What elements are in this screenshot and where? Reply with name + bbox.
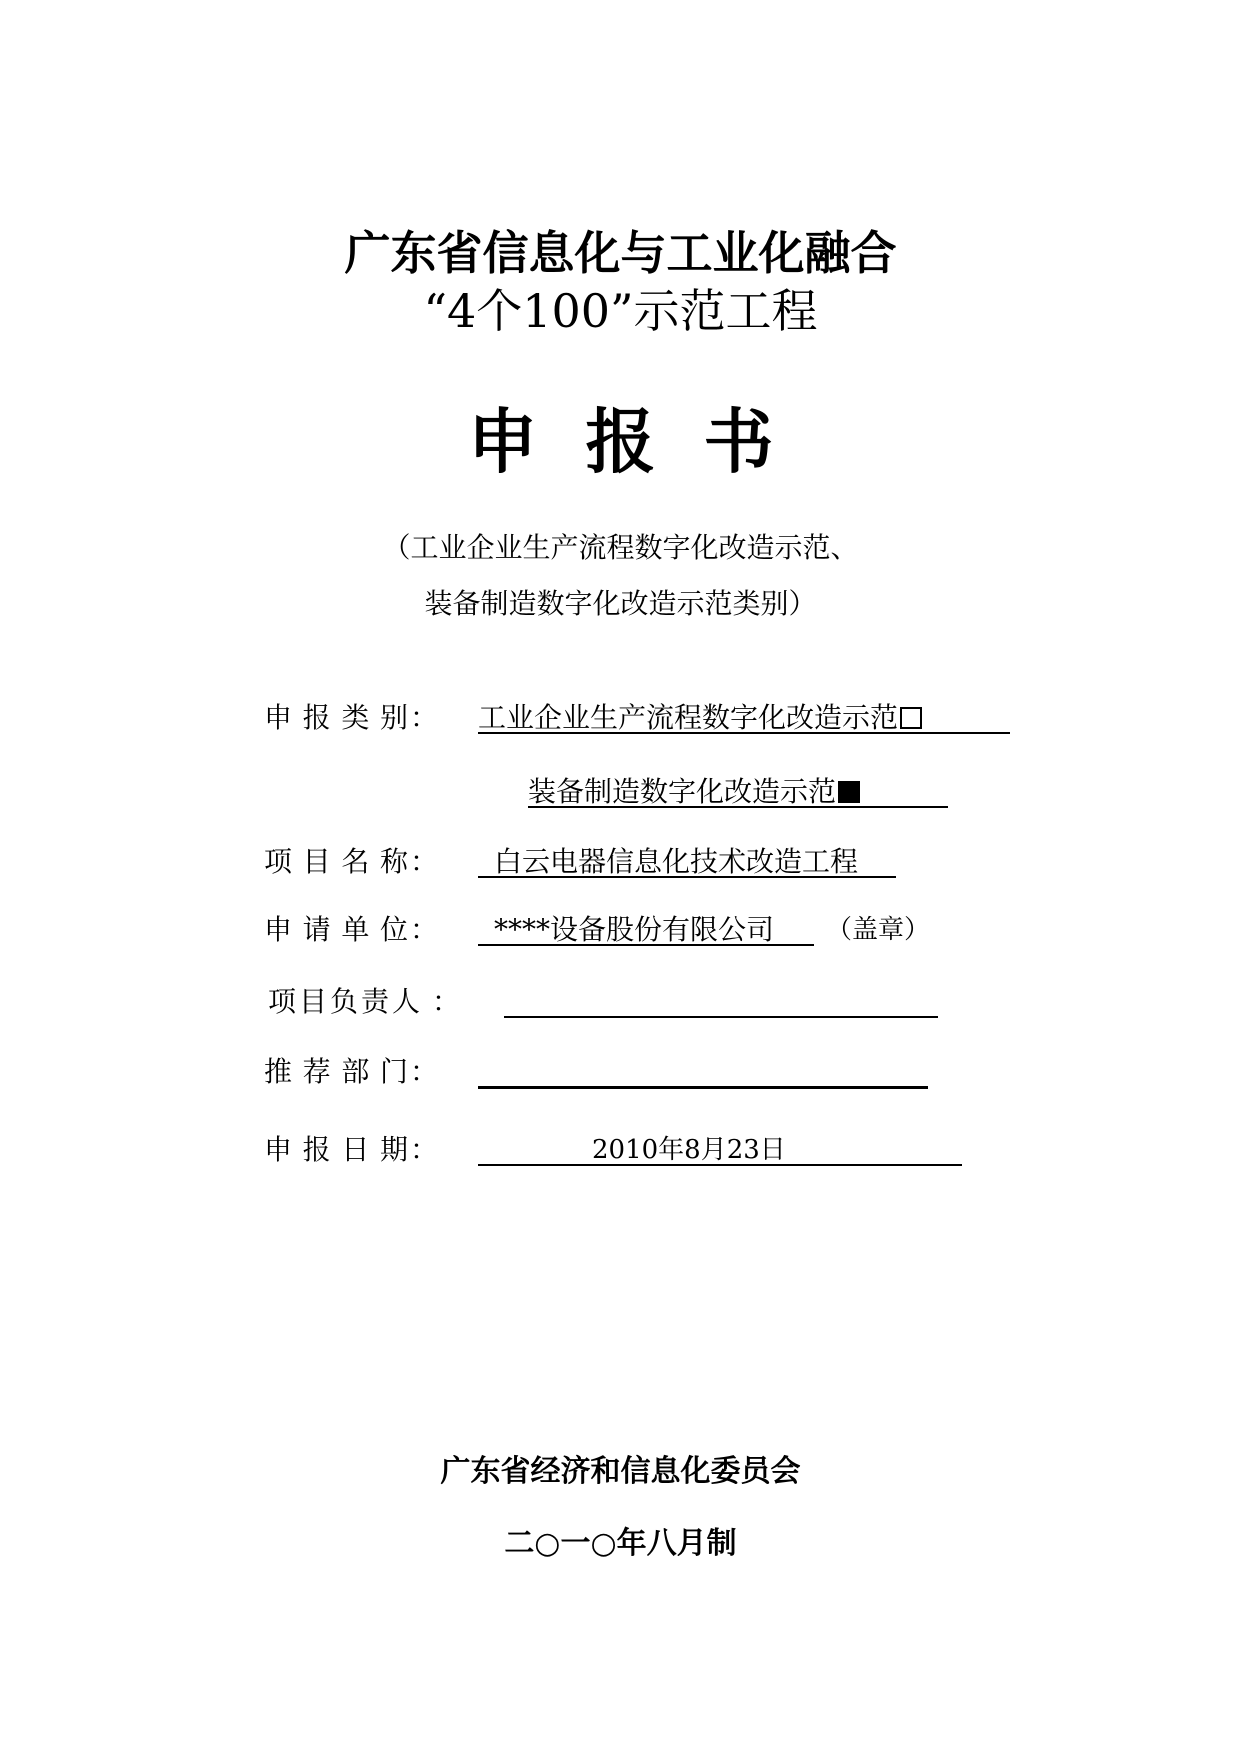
label-char: 申 xyxy=(264,913,293,946)
label-char: 请 xyxy=(302,913,331,946)
applicant-field[interactable] xyxy=(478,908,814,946)
form-row-category-option2 xyxy=(264,770,1064,814)
label-char: 人 xyxy=(391,985,420,1018)
title-char: 申 xyxy=(467,401,538,483)
label-char: 负 xyxy=(329,985,358,1018)
colon: ： xyxy=(410,701,439,734)
project-name-value: 白云电器信息化技术改造工程 xyxy=(494,845,859,878)
label-char: 目 xyxy=(302,845,331,878)
title-char: 报 xyxy=(585,401,656,483)
department-field[interactable] xyxy=(478,1050,928,1089)
checkbox-checked-icon[interactable] xyxy=(838,781,860,803)
label-char: 类 xyxy=(341,701,370,734)
category-label xyxy=(264,696,408,740)
label-char: 日 xyxy=(341,1133,370,1166)
label-char: 申 xyxy=(264,701,293,734)
category-option2-label: 装备制造数字化改造示范 xyxy=(528,775,837,808)
seal-note: （盖章） xyxy=(826,915,931,945)
label-char: 期 xyxy=(379,1133,408,1166)
form-row-department xyxy=(264,1050,1064,1094)
label-char: 报 xyxy=(302,701,331,734)
label-char: 荐 xyxy=(302,1055,331,1088)
colon: ： xyxy=(410,845,439,878)
label-char: 门 xyxy=(379,1055,408,1088)
subtitle-line1: （工业企业生产流程数字化改造示范、 xyxy=(382,531,859,564)
label-char: 责 xyxy=(360,985,389,1018)
department-label xyxy=(264,1050,408,1094)
colon: ： xyxy=(432,985,461,1018)
label-char: 项 xyxy=(268,985,297,1018)
applicant-label xyxy=(264,908,408,952)
form-row-leader xyxy=(264,980,1064,1024)
label-char: 项 xyxy=(264,845,293,878)
issuer: 广东省经济和信息化委员会 xyxy=(440,1454,801,1489)
category-option1-label: 工业企业生产流程数字化改造示范 xyxy=(478,701,899,734)
applicant-value: ****设备股份有限公司 xyxy=(494,913,775,946)
form-row-applicant xyxy=(264,908,1064,952)
form-row-project-name xyxy=(264,840,1064,884)
colon: ： xyxy=(410,913,439,946)
label-char: 别 xyxy=(379,701,408,734)
document-title-line2: “4个100”示范工程 xyxy=(423,284,818,338)
label-char: 目 xyxy=(298,985,327,1018)
issue-date: 二○一○年八月制 xyxy=(504,1526,737,1561)
form-row-category xyxy=(264,696,1064,740)
form-row-date xyxy=(264,1128,1064,1172)
document-title-main xyxy=(0,400,1241,484)
label-char: 位 xyxy=(379,913,408,946)
project-name-field[interactable] xyxy=(478,840,896,878)
leader-label xyxy=(268,980,420,1024)
label-char: 单 xyxy=(341,913,370,946)
label-char: 称 xyxy=(379,845,408,878)
subtitle-line2: 装备制造数字化改造示范类别） xyxy=(424,587,817,620)
category-option1[interactable] xyxy=(478,696,1010,734)
date-field[interactable] xyxy=(478,1128,962,1166)
project-name-label xyxy=(264,840,408,884)
label-char: 部 xyxy=(341,1055,370,1088)
checkbox-unchecked-icon[interactable] xyxy=(900,707,922,729)
label-char: 申 xyxy=(264,1133,293,1166)
document-title-line1: 广东省信息化与工业化融合 xyxy=(344,226,897,280)
date-value: 2010年8月23日 xyxy=(592,1135,786,1165)
leader-field[interactable] xyxy=(504,980,938,1018)
colon: ： xyxy=(410,1055,439,1088)
label-char: 名 xyxy=(341,845,370,878)
label-char: 推 xyxy=(264,1055,293,1088)
date-label xyxy=(264,1128,408,1172)
colon: ： xyxy=(410,1133,439,1166)
label-char: 报 xyxy=(302,1133,331,1166)
category-option2[interactable] xyxy=(528,770,948,808)
title-char: 书 xyxy=(703,401,774,483)
